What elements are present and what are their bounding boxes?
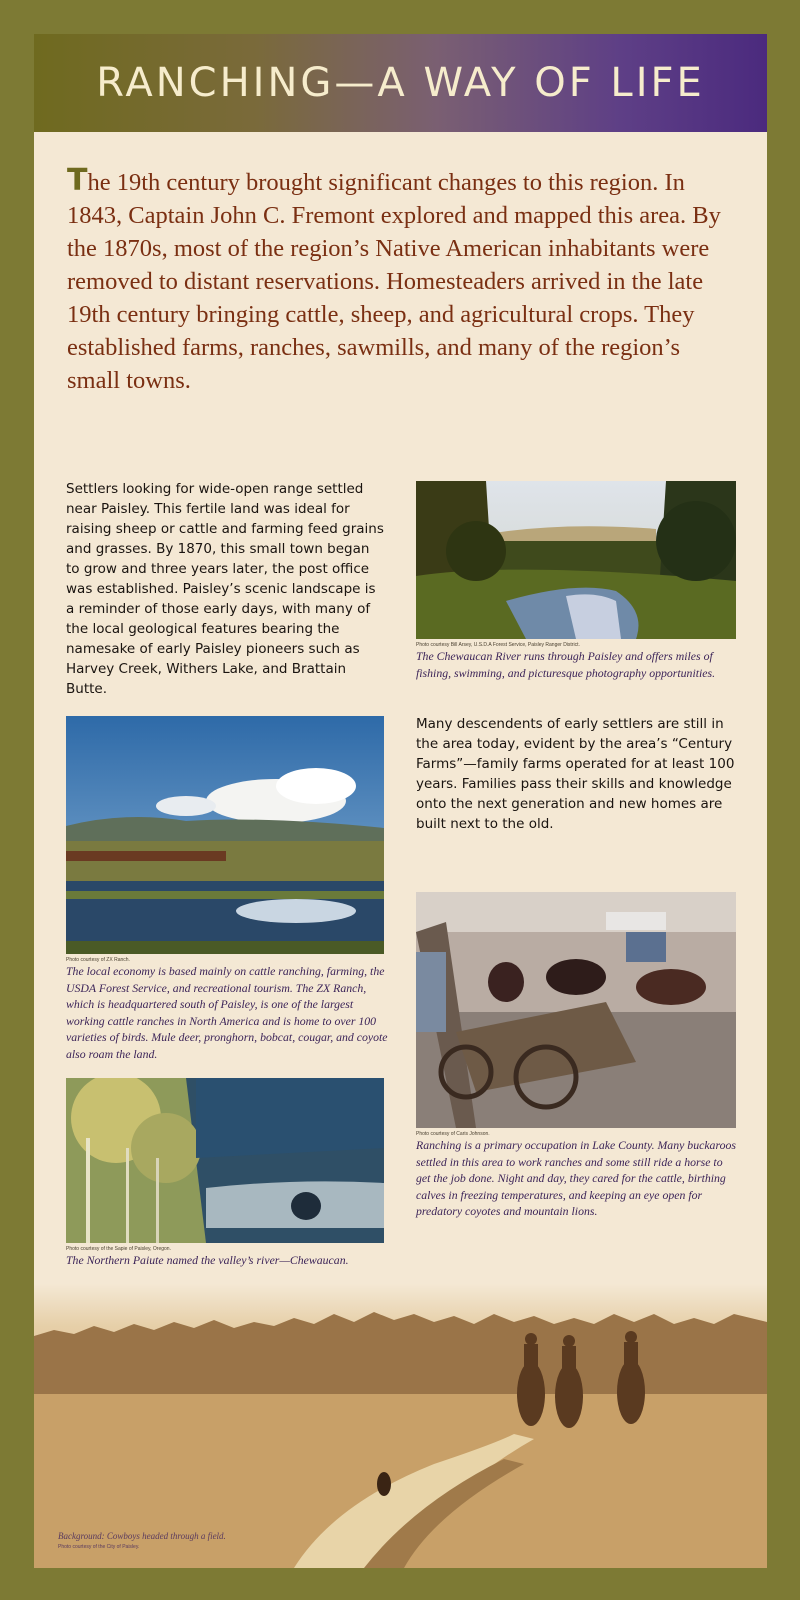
- horses-photo-caption: Ranching is a primary occupation in Lake County. Many buckaroos settled in this area to work ranches and some still ride a horse to get the job done. Night and day, they cared for the cattle, birthing calves in freezing temperatures, and keeping an eye open for predatory coyotes and mountain lions.: [416, 1138, 737, 1218]
- settlers-paragraph: Settlers looking for wide-open range settled near Paisley. This fertile land was ideal for raising sheep or cattle and farming feed grains and grasses. By 1870, this small town began to grow and three years later, the post office was established. Paisley’s scenic landscape is a reminder of those early days, with many of the local geological features bearing the namesake of early Paisley pioneers such as Harvey Creek, Withers Lake, and Brattain Butte.: [66, 481, 384, 697]
- exhibit-panel: [34, 34, 767, 1568]
- cowboys-background-photo: [34, 1284, 767, 1568]
- river-photo-credit: Photo courtesy Bill Arsey, U.S.D.A Forest Service, Paisley Ranger District.: [416, 642, 580, 648]
- ranch-photo-caption: The local economy is based mainly on cattle ranching, farming, the USDA Forest Service, and recreational tourism. The ZX Ranch, which is headquartered south of Paisley, is one of the largest working cattle ranches in North America and is home to over 100 varieties of birds. Mule deer, pronghorn, bobcat, cougar, and coyote also roam the land.: [66, 964, 388, 1061]
- valley-photo-caption: The Northern Paiute named the valley’s river—Chewaucan.: [66, 1253, 349, 1267]
- valley-photo-credit: Photo courtesy of the Sapie of Paisley, Oregon.: [66, 1246, 171, 1252]
- drop-cap: T: [67, 163, 88, 198]
- river-photo-caption: The Chewaucan River runs through Paisley and offers miles of fishing, swimming, and picturesque photography opportunities.: [416, 649, 716, 680]
- intro-paragraph: [67, 164, 737, 397]
- background-photo-credit: Photo courtesy of the City of Paisley.: [58, 1544, 140, 1550]
- chewaucan-valley-photo: [66, 1078, 384, 1243]
- intro-text: he 19th century brought significant changes to this region. In 1843, Captain John C. Fremont explored and mapped this area. By the 1870s, most of the region’s Native American inhabitants were removed to distant reservations. Homesteaders arrived in the late 19th century bringing cattle, sheep, and agricultural crops. They established farms, ranches, sawmills, and many of the region’s small towns.: [67, 169, 721, 394]
- horses-photo-credit: Photo courtesy of Caris Johnson.: [416, 1131, 490, 1137]
- title-banner: [34, 34, 767, 132]
- zx-ranch-photo: [66, 716, 384, 954]
- ranch-photo-credit: Photo courtesy of ZX Ranch.: [66, 957, 130, 963]
- background-photo-caption: Background: Cowboys headed through a field.: [58, 1531, 226, 1541]
- descendents-paragraph: Many descendents of early settlers are still in the area today, evident by the area’s “Century Farms”—family farms operated for at least 100 years. Families pass their skills and knowledge onto the next generation and new homes are built next to the old.: [416, 716, 735, 832]
- horses-wagon-photo: [416, 892, 736, 1128]
- page-title: RANCHING—A WAY OF LIFE: [96, 60, 705, 106]
- chewaucan-river-photo: [416, 481, 736, 639]
